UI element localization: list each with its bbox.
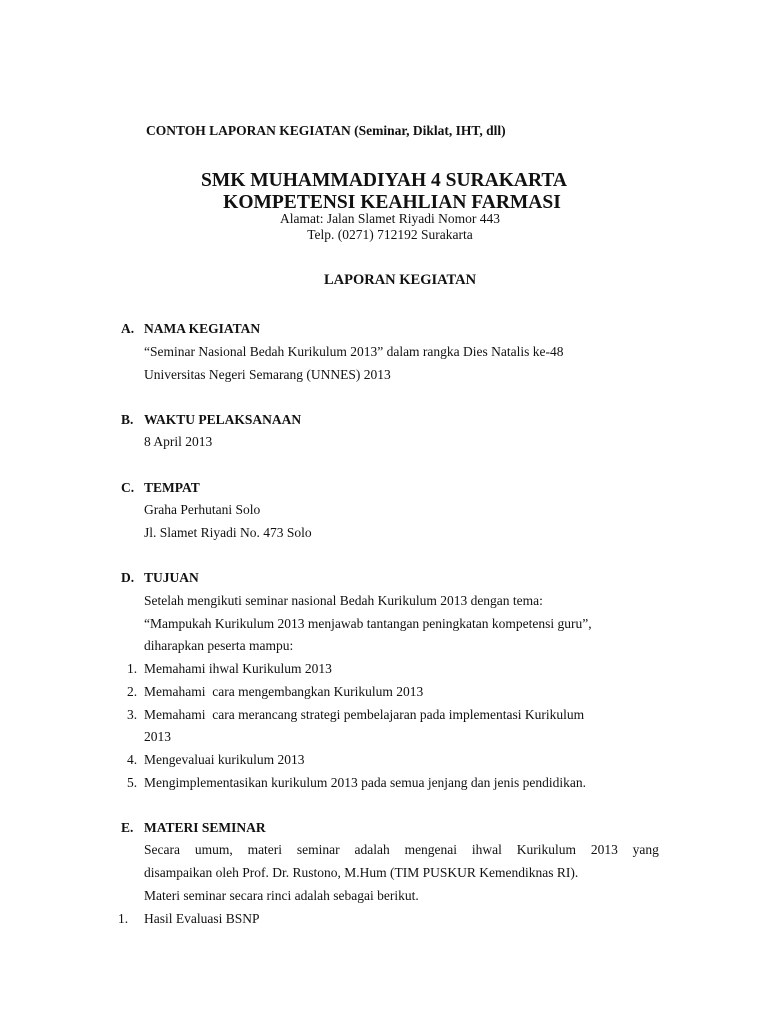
word: yang: [632, 842, 659, 857]
section-heading: MATERI SEMINAR: [144, 820, 266, 835]
list-item: Memahami cara mengembangkan Kurikulum 2013: [144, 684, 424, 699]
section-line: diharapkan peserta mampu:: [144, 638, 294, 653]
section-letter: D.: [121, 570, 135, 585]
word: 2013: [590, 842, 618, 857]
section-line: “Mampukah Kurikulum 2013 menjawab tantangan peningkatan kompetensi guru”,: [144, 616, 592, 631]
section-heading: TEMPAT: [144, 480, 200, 495]
section-letter: A.: [121, 321, 135, 336]
list-number: 4.: [127, 752, 138, 767]
list-item: Mengimplementasikan kurikulum 2013 pada semua jenjang dan jenis pendidikan.: [144, 775, 587, 790]
section-line: Setelah mengikuti seminar nasional Bedah Kurikulum 2013 dengan tema:: [144, 593, 543, 608]
word: seminar: [296, 842, 340, 857]
section-letter: E.: [121, 820, 134, 835]
section-line: disampaikan oleh Prof. Dr. Rustono, M.Hum (TIM PUSKUR Kemendiknas RI).: [144, 865, 579, 880]
letterhead-school: SMK MUHAMMADIYAH 4 SURAKARTA: [200, 170, 567, 191]
section-line: Universitas Negeri Semarang (UNNES) 2013: [144, 367, 391, 382]
section-letter: C.: [121, 480, 135, 495]
section-heading: NAMA KEGIATAN: [144, 321, 261, 336]
section-heading: WAKTU PELAKSANAAN: [144, 412, 302, 427]
list-item: Hasil Evaluasi BSNP: [144, 911, 260, 926]
list-item: Memahami ihwal Kurikulum 2013: [144, 661, 332, 676]
list-item-continuation: 2013: [144, 729, 171, 744]
letterhead-phone: Telp. (0271) 712192 Surakarta: [307, 227, 473, 242]
list-number: 1.: [118, 911, 129, 926]
list-number: 2.: [127, 684, 138, 699]
top-title: CONTOH LAPORAN KEGIATAN (Seminar, Diklat, IHT, dll): [146, 123, 506, 138]
section-line: 8 April 2013: [144, 434, 213, 449]
section-line: “Seminar Nasional Bedah Kurikulum 2013” dalam rangka Dies Natalis ke-48: [144, 344, 564, 359]
list-item: Memahami cara merancang strategi pembelajaran pada implementasi Kurikulum: [144, 707, 585, 722]
word: umum,: [194, 842, 233, 857]
letterhead-address: Alamat: Jalan Slamet Riyadi Nomor 443: [279, 211, 501, 226]
word: ihwal: [471, 842, 502, 857]
list-number: 5.: [127, 775, 138, 790]
section-letter: B.: [121, 412, 134, 427]
word: materi: [247, 842, 283, 857]
word: mengenai: [404, 842, 458, 857]
list-item: Mengevaluai kurikulum 2013: [144, 752, 305, 767]
justified-line: [144, 842, 659, 858]
list-number: 1.: [127, 661, 138, 676]
section-line: Jl. Slamet Riyadi No. 473 Solo: [144, 525, 312, 540]
word: adalah: [354, 842, 390, 857]
word: Secara: [144, 842, 180, 857]
section-line: Graha Perhutani Solo: [144, 502, 261, 517]
word: Kurikulum: [516, 842, 576, 857]
list-number: 3.: [127, 707, 138, 722]
section-heading: TUJUAN: [144, 570, 199, 585]
letterhead-program: KOMPETENSI KEAHLIAN FARMASI: [223, 192, 561, 213]
section-line: Materi seminar secara rinci adalah sebagai berikut.: [144, 888, 419, 903]
report-title: LAPORAN KEGIATAN: [323, 272, 477, 288]
